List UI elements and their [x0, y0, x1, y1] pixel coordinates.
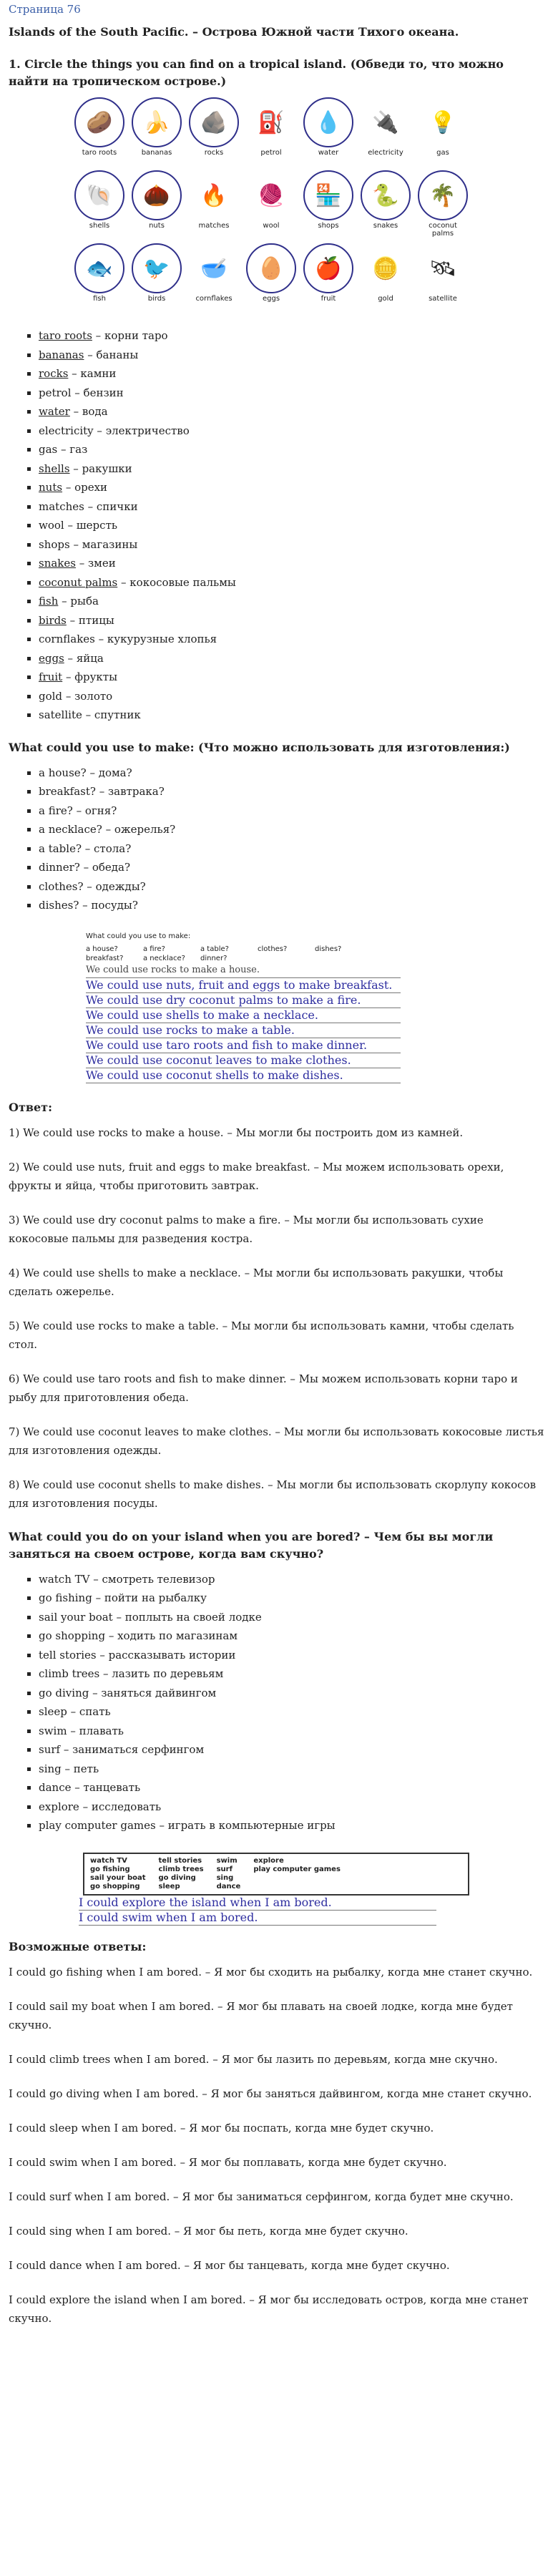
vocab-word: shops	[39, 537, 70, 551]
handwritten-line: We could use taro roots and fish to make dinner.	[86, 1038, 401, 1053]
vocab-translation: – шерсть	[64, 519, 118, 532]
answer-paragraph: I could sing when I am bored. – Я мог бы петь, когда мне будет скучно.	[9, 2224, 408, 2238]
icon-cell-shells	[74, 170, 124, 240]
vocab-word: petrol	[39, 386, 72, 399]
list-item: ▪ go diving – заняться дайвингом	[39, 1684, 546, 1703]
exercise-lines	[86, 963, 401, 1083]
list-item: ▪ watch TV – смотреть телевизор	[39, 1570, 546, 1589]
icon-label: petrol	[260, 149, 282, 157]
vocab-word: wool	[39, 519, 64, 532]
answer-paragraph: 5) We could use rocks to make a table. – Мы могли бы использовать камни, чтобы сделать стол.	[9, 1319, 514, 1351]
wool-icon: 🧶	[258, 182, 285, 208]
bored-table-cell: explore	[253, 1856, 284, 1865]
icon-label: fish	[93, 295, 106, 303]
icon-cell-wool	[246, 170, 296, 240]
icon-cell-cornflakes	[189, 243, 239, 313]
eggs-icon: 🥚	[246, 243, 296, 293]
cornflakes-icon: 🥣	[200, 255, 227, 281]
list-item	[39, 706, 546, 725]
icon-cell-electricity	[361, 97, 411, 167]
icon-label: nuts	[149, 222, 165, 230]
page-number-link[interactable]: Страница 76	[9, 3, 81, 16]
list-item	[39, 421, 546, 441]
bored-table-cell: go fishing	[90, 1865, 130, 1873]
vocab-word: taro roots	[39, 329, 92, 342]
bored-exercise-figure	[79, 1853, 469, 1926]
icon-cell-satellite	[418, 243, 468, 313]
list-item: ▪ a house? – дома?	[39, 763, 546, 783]
answer-paragraph: 8) We could use coconut shells to make dishes. – Мы могли бы использовать скорлупу кокосов для изготовления посуды.	[9, 1478, 537, 1510]
vocab-word: satellite	[39, 708, 82, 721]
vocab-translation: – орехи	[62, 481, 108, 494]
vocab-word: cornflakes	[39, 633, 95, 645]
handwritten-line: We could use shells to make a necklace.	[86, 1008, 401, 1023]
vocab-word: snakes	[39, 557, 76, 570]
electricity-icon: 🔌	[372, 109, 399, 135]
handwritten-line: We could use dry coconut palms to make a fire.	[86, 993, 401, 1008]
icon-label: gold	[378, 295, 393, 303]
icon-cell-rocks	[189, 97, 239, 167]
vocab-word: fruit	[39, 670, 63, 683]
matches-icon: 🔥	[200, 182, 227, 208]
handwritten-line: We could use nuts, fruit and eggs to make breakfast.	[86, 978, 401, 993]
icon-cell-fish	[74, 243, 124, 313]
bored-table-cell: sail your boat	[90, 1873, 146, 1882]
vocab-word: electricity	[39, 424, 94, 437]
list-item: ▪ a table? – стола?	[39, 839, 546, 859]
icon-label: taro roots	[82, 149, 117, 157]
vocab-word: gas	[39, 443, 58, 456]
list-item: ▪ clothes? – одежды?	[39, 877, 546, 897]
vocab-word: birds	[39, 613, 67, 627]
vocab-translation: – птицы	[66, 613, 114, 627]
icon-cell-gas	[418, 97, 468, 167]
bored-table	[83, 1853, 469, 1896]
list-item	[39, 497, 546, 517]
exercise-option: a house?	[86, 945, 118, 953]
vocab-translation: – газ	[57, 443, 88, 456]
list-item: ▪ dishes? – посуды?	[39, 896, 546, 915]
list-item	[39, 687, 546, 706]
list-item	[39, 440, 546, 459]
list-item	[39, 649, 546, 668]
list-item	[39, 630, 546, 649]
icon-label: birds	[147, 295, 166, 303]
icon-label: gas	[436, 149, 449, 157]
icon-cell-matches	[189, 170, 239, 240]
bored-table-column	[90, 1857, 146, 1891]
bored-table-cell: play computer games	[253, 1865, 341, 1873]
list-item: ▪ breakfast? – завтрака?	[39, 782, 546, 801]
rocks-icon: 🪨	[189, 97, 239, 147]
bored-table-cell: surf	[216, 1865, 233, 1873]
icon-label: shops	[318, 222, 339, 230]
icon-label: fruit	[320, 295, 336, 303]
bored-table-cell: climb trees	[158, 1865, 204, 1873]
icon-label: electricity	[368, 149, 403, 157]
vocab-translation: – вода	[69, 405, 108, 418]
icon-cell-bananas	[132, 97, 182, 167]
bored-table-column	[159, 1857, 204, 1891]
vocab-word: nuts	[39, 481, 63, 494]
vocab-translation: – кокосовые пальмы	[117, 575, 236, 589]
list-item	[39, 668, 546, 687]
handwritten-line: We could use coconut shells to make dishes.	[86, 1068, 401, 1083]
handwritten-line: We could use coconut leaves to make clothes.	[86, 1053, 401, 1068]
answer-paragraph: 4) We could use shells to make a necklace. – Мы могли бы использовать ракушки, чтобы сделать ожерелье.	[9, 1266, 504, 1298]
exercise-option: a table?	[200, 945, 229, 953]
possible-answers-list	[9, 1963, 546, 2328]
list-item: ▪ play computer games – играть в компьютерные игры	[39, 1816, 546, 1835]
coconut-palms-icon: 🌴	[418, 170, 468, 220]
water-icon: 💧	[303, 97, 353, 147]
shells-icon: 🐚	[74, 170, 124, 220]
handwritten-line: We could use rocks to make a table.	[86, 1023, 401, 1038]
icon-label: bananas	[141, 149, 172, 157]
list-item: ▪ tell stories – рассказывать истории	[39, 1646, 546, 1665]
icon-label: water	[318, 149, 339, 157]
bored-table-cell: watch TV	[90, 1856, 127, 1865]
vocab-word: rocks	[39, 367, 69, 380]
gold-icon: 🪙	[372, 255, 399, 281]
possible-answers-heading: Возможные ответы:	[9, 1939, 147, 1953]
list-item: ▪ sleep – спать	[39, 1702, 546, 1722]
list-item: ▪ a necklace? – ожерелья?	[39, 820, 546, 839]
petrol-icon: ⛽	[258, 109, 285, 135]
list-item	[39, 326, 546, 346]
vocab-translation: – бананы	[84, 348, 139, 361]
vocab-translation: – ракушки	[69, 462, 132, 475]
bored-list	[9, 1570, 546, 1835]
icon-cell-coconut-palms	[418, 170, 468, 240]
list-item	[39, 402, 546, 421]
icon-cell-snakes	[361, 170, 411, 240]
answer-paragraph: 2) We could use nuts, fruit and eggs to make breakfast. – Мы можем использовать орехи, фрукты и яйца, чтобы приготовить завтрак.	[9, 1160, 504, 1192]
page-title: Islands of the South Pacific. – Острова Южной части Тихого океана.	[9, 25, 459, 39]
exercise-option: a fire?	[143, 945, 165, 953]
answer-heading: Ответ:	[9, 1100, 52, 1114]
answer-paragraph: 3) We could use dry coconut palms to make a fire. – Мы могли бы использовать сухие кокосовые пальмы для разведения костра.	[9, 1213, 484, 1245]
gas-icon: 💡	[429, 109, 456, 135]
bored-table-cell: sleep	[158, 1882, 180, 1890]
vocab-list	[9, 326, 546, 725]
vocab-word: gold	[39, 689, 63, 703]
list-item	[39, 592, 546, 611]
icon-label: eggs	[262, 295, 280, 303]
make-exercise-figure	[86, 932, 401, 1083]
list-item: ▪ dance – танцевать	[39, 1778, 546, 1797]
vocab-translation: – корни таро	[92, 329, 168, 342]
list-item	[39, 573, 546, 592]
list-item: ▪ sing – петь	[39, 1760, 546, 1779]
icon-cell-taro-roots	[74, 97, 124, 167]
icon-label: cornflakes	[195, 295, 233, 303]
list-item: ▪ surf – заниматься серфингом	[39, 1740, 546, 1760]
task2-heading: What could you use to make: (Что можно использовать для изготовления:)	[9, 740, 510, 754]
exercise-option: dishes?	[315, 945, 342, 953]
answers-list	[9, 1123, 546, 1513]
vocab-word: coconut palms	[39, 575, 118, 589]
satellite-icon: 🛰	[429, 255, 457, 281]
answer-paragraph: I could go fishing when I am bored. – Я мог бы сходить на рыбалку, когда мне станет скучно.	[9, 1965, 533, 1979]
vocab-translation: – золото	[62, 689, 113, 703]
bored-table-cell: go diving	[158, 1873, 196, 1882]
list-item	[39, 611, 546, 630]
icon-label: matches	[198, 222, 230, 230]
list-item: ▪ explore – исследовать	[39, 1797, 546, 1817]
icon-label: satellite	[429, 295, 457, 303]
answer-paragraph: I could climb trees when I am bored. – Я мог бы лазить по деревьям, когда мне скучно.	[9, 2052, 498, 2066]
bananas-icon: 🍌	[132, 97, 182, 147]
bored-table-cell: sing	[216, 1873, 234, 1882]
vocab-word: bananas	[39, 348, 84, 361]
exercise-row-1	[86, 945, 401, 954]
answer-paragraph: 7) We could use coconut leaves to make clothes. – Мы могли бы использовать кокосовые листья для изготовления одежды.	[9, 1425, 544, 1457]
vocab-word: matches	[39, 499, 84, 513]
shops-icon: 🏪	[303, 170, 353, 220]
birds-icon: 🐦	[132, 243, 182, 293]
vocab-translation: – электричество	[93, 424, 190, 437]
answer-paragraph: I could sleep when I am bored. – Я мог бы поспать, когда мне будет скучно.	[9, 2121, 434, 2135]
answer-paragraph: I could dance when I am bored. – Я мог бы танцевать, когда мне будет скучно.	[9, 2258, 450, 2272]
exercise-row-2	[86, 954, 401, 963]
answer-paragraph: I could swim when I am bored. – Я мог бы поплавать, когда мне будет скучно.	[9, 2155, 447, 2169]
vocab-translation: – магазины	[69, 537, 138, 551]
bored-lines	[79, 1895, 469, 1926]
vocab-translation: – спички	[84, 499, 138, 513]
vocab-translation: – бензин	[71, 386, 124, 399]
icon-cell-nuts	[132, 170, 182, 240]
vocab-translation: – рыба	[58, 595, 99, 608]
answer-paragraph: I could surf when I am bored. – Я мог бы заниматься серфингом, когда будет мне скучно.	[9, 2190, 514, 2203]
bored-table-column	[253, 1857, 341, 1891]
vocab-word: water	[39, 405, 70, 418]
icon-cell-water	[303, 97, 353, 167]
vocab-translation: – кукурузные хлопья	[94, 633, 217, 645]
vocab-translation: – змеи	[75, 557, 116, 570]
bored-table-column	[217, 1857, 241, 1891]
answer-paragraph: I could sail my boat when I am bored. – Я мог бы плавать на своей лодке, когда мне будет скучно.	[9, 1999, 513, 2031]
list-item	[39, 346, 546, 365]
icon-cell-fruit	[303, 243, 353, 313]
list-item: ▪ swim – плавать	[39, 1722, 546, 1741]
bored-table-cell: tell stories	[158, 1856, 202, 1865]
nuts-icon: 🌰	[132, 170, 182, 220]
exercise-title: What could you use to make:	[86, 932, 191, 940]
list-item: ▪ go shopping – ходить по магазинам	[39, 1626, 546, 1646]
exercise-option: clothes?	[258, 945, 288, 953]
list-item: ▪ dinner? – обеда?	[39, 858, 546, 877]
handwritten-line: I could explore the island when I am bored.	[79, 1896, 436, 1911]
list-item	[39, 364, 546, 384]
fish-icon: 🐟	[74, 243, 124, 293]
taro-roots-icon: 🥔	[74, 97, 124, 147]
vocab-translation: – яйца	[64, 651, 104, 665]
answer-paragraph: I could explore the island when I am bored. – Я мог бы исследовать остров, когда мне станет скучно.	[9, 2293, 529, 2325]
tropical-island-figure	[74, 97, 486, 319]
icon-label: coconut palms	[429, 222, 457, 238]
handwritten-line: I could swim when I am bored.	[79, 1911, 436, 1926]
icon-label: wool	[263, 222, 280, 230]
vocab-translation: – фрукты	[62, 670, 118, 683]
make-list	[9, 763, 546, 915]
handwritten-line: We could use rocks to make a house.	[86, 963, 401, 978]
bored-table-cell: dance	[216, 1882, 241, 1890]
list-item	[39, 535, 546, 555]
list-item	[39, 554, 546, 573]
icon-cell-shops	[303, 170, 353, 240]
list-item	[39, 384, 546, 403]
vocab-translation: – спутник	[82, 708, 141, 721]
list-item	[39, 516, 546, 535]
fruit-icon: 🍎	[303, 243, 353, 293]
vocab-word: fish	[39, 595, 59, 608]
icon-cell-birds	[132, 243, 182, 313]
icon-label: snakes	[373, 222, 398, 230]
task1-heading: 1. Circle the things you can find on a tropical island. (Обведи то, что можно найти на тропическом острове.)	[9, 57, 504, 88]
icon-cell-eggs	[246, 243, 296, 313]
list-item: ▪ go fishing – пойти на рыбалку	[39, 1589, 546, 1608]
icon-label: rocks	[204, 149, 224, 157]
icon-cell-petrol	[246, 97, 296, 167]
snakes-icon: 🐍	[361, 170, 411, 220]
vocab-word: eggs	[39, 651, 64, 665]
list-item	[39, 478, 546, 497]
bored-table-cell: swim	[216, 1856, 238, 1865]
vocab-translation: – камни	[68, 367, 117, 380]
vocab-word: shells	[39, 462, 70, 475]
bored-table-cell: go shopping	[90, 1882, 140, 1890]
exercise-option: breakfast?	[86, 954, 124, 962]
list-item: ▪ sail your boat – поплыть на своей лодке	[39, 1608, 546, 1627]
answer-paragraph: I could go diving when I am bored. – Я мог бы заняться дайвингом, когда мне станет скучно.	[9, 2087, 532, 2100]
list-item: ▪ a fire? – огня?	[39, 801, 546, 821]
list-item: ▪ climb trees – лазить по деревьям	[39, 1664, 546, 1684]
task3-heading: What could you do on your island when you are bored? – Чем бы вы могли заняться на своем острове, когда вам скучно?	[9, 1529, 494, 1561]
exercise-option: dinner?	[200, 954, 227, 962]
icon-label: shells	[89, 222, 110, 230]
list-item	[39, 459, 546, 479]
answer-paragraph: 1) We could use rocks to make a house. – Мы могли бы построить дом из камней.	[9, 1126, 464, 1139]
exercise-option: a necklace?	[143, 954, 185, 962]
answer-paragraph: 6) We could use taro roots and fish to make dinner. – Мы можем использовать корни таро и рыбу для приготовления обеда.	[9, 1372, 518, 1404]
icon-cell-gold	[361, 243, 411, 313]
